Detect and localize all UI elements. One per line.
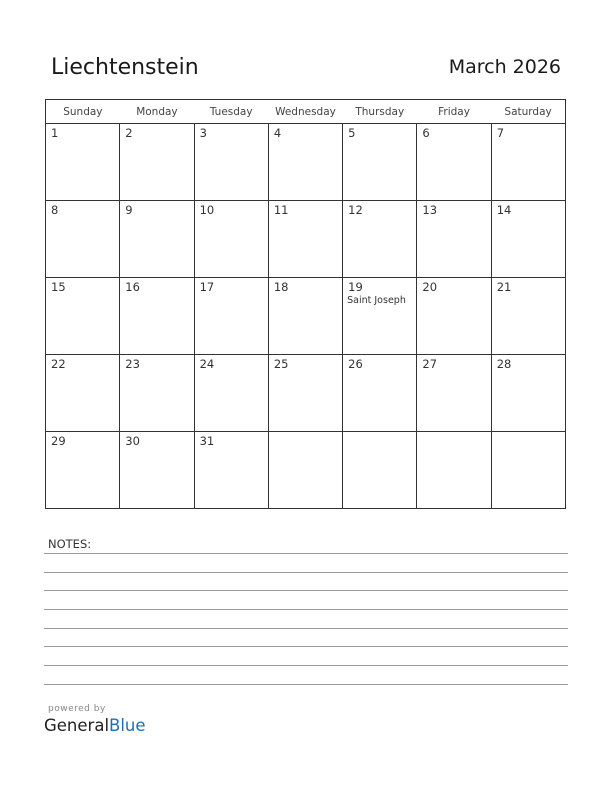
day-number: 28 bbox=[496, 357, 512, 371]
calendar-day-cell[interactable] bbox=[343, 278, 417, 355]
weekday-thursday: Thursday bbox=[343, 100, 417, 124]
calendar-day-cell[interactable] bbox=[343, 124, 417, 201]
month-year-title: March 2026 bbox=[448, 56, 561, 78]
calendar-day-cell[interactable] bbox=[491, 278, 565, 355]
day-number: 17 bbox=[199, 280, 215, 294]
calendar-day-cell[interactable] bbox=[491, 355, 565, 432]
calendar-day-cell[interactable] bbox=[194, 355, 268, 432]
calendar-day-cell[interactable] bbox=[343, 432, 417, 509]
calendar-day-cell[interactable] bbox=[194, 124, 268, 201]
calendar-day-cell[interactable] bbox=[343, 355, 417, 432]
calendar-week-row bbox=[46, 124, 566, 201]
day-number: 25 bbox=[273, 357, 289, 371]
calendar-day-cell[interactable] bbox=[46, 124, 120, 201]
notes-line bbox=[44, 590, 568, 591]
calendar-day-cell[interactable] bbox=[417, 124, 491, 201]
day-number: 18 bbox=[273, 280, 289, 294]
day-number: 31 bbox=[199, 434, 215, 448]
calendar-day-cell[interactable] bbox=[46, 201, 120, 278]
calendar-day-cell[interactable] bbox=[120, 278, 194, 355]
calendar-body bbox=[46, 124, 566, 509]
calendar-day-cell[interactable] bbox=[120, 432, 194, 509]
brand-general: General bbox=[44, 716, 110, 735]
calendar-day-cell[interactable] bbox=[46, 355, 120, 432]
calendar-day-cell[interactable] bbox=[491, 201, 565, 278]
day-number: 13 bbox=[422, 203, 438, 217]
calendar-day-cell[interactable] bbox=[268, 278, 342, 355]
brand-logo[interactable] bbox=[44, 716, 146, 735]
day-number: 26 bbox=[348, 357, 363, 371]
day-number: 29 bbox=[51, 434, 66, 448]
weekday-saturday: Saturday bbox=[491, 100, 565, 124]
calendar-day-cell[interactable] bbox=[268, 201, 342, 278]
calendar-day-cell[interactable] bbox=[194, 201, 268, 278]
calendar-day-cell[interactable] bbox=[491, 432, 565, 509]
powered-by-text: powered by bbox=[48, 704, 106, 714]
calendar-day-cell[interactable] bbox=[120, 124, 194, 201]
notes-line bbox=[44, 572, 568, 573]
weekday-friday: Friday bbox=[417, 100, 491, 124]
weekday-sunday: Sunday bbox=[46, 100, 120, 124]
calendar-day-cell[interactable] bbox=[417, 355, 491, 432]
calendar-day-cell[interactable] bbox=[194, 278, 268, 355]
day-number: 7 bbox=[496, 126, 505, 140]
day-number: 14 bbox=[496, 203, 512, 217]
day-number: 8 bbox=[51, 203, 59, 217]
calendar-day-cell[interactable] bbox=[268, 355, 342, 432]
day-number: 23 bbox=[125, 357, 140, 371]
calendar-day-cell[interactable] bbox=[120, 355, 194, 432]
calendar-day-cell[interactable] bbox=[417, 201, 491, 278]
calendar-grid bbox=[45, 99, 566, 509]
weekday-header-row bbox=[46, 100, 566, 124]
calendar-week-row bbox=[46, 278, 566, 355]
brand-blue: Blue bbox=[109, 716, 146, 735]
notes-label: NOTES: bbox=[48, 537, 92, 551]
day-number: 30 bbox=[125, 434, 140, 448]
notes-line bbox=[44, 646, 568, 647]
day-number: 24 bbox=[199, 357, 215, 371]
notes-line bbox=[44, 553, 568, 554]
day-number: 19 bbox=[348, 280, 363, 294]
holiday-label: Saint Joseph bbox=[347, 295, 406, 306]
weekday-wednesday: Wednesday bbox=[268, 100, 342, 124]
calendar-day-cell[interactable] bbox=[268, 432, 342, 509]
day-number: 27 bbox=[422, 357, 438, 371]
notes-line bbox=[44, 609, 568, 610]
weekday-monday: Monday bbox=[120, 100, 194, 124]
day-number: 16 bbox=[125, 280, 140, 294]
calendar-day-cell[interactable] bbox=[491, 124, 565, 201]
calendar-day-cell[interactable] bbox=[46, 432, 120, 509]
notes-line bbox=[44, 628, 568, 629]
calendar-week-row bbox=[46, 355, 566, 432]
day-number: 4 bbox=[273, 126, 282, 140]
calendar-week-row bbox=[46, 201, 566, 278]
day-number: 15 bbox=[51, 280, 66, 294]
day-number: 2 bbox=[125, 126, 133, 140]
day-number: 21 bbox=[496, 280, 512, 294]
day-number: 20 bbox=[422, 280, 438, 294]
calendar-day-cell[interactable] bbox=[417, 278, 491, 355]
day-number: 9 bbox=[125, 203, 133, 217]
day-number: 22 bbox=[51, 357, 66, 371]
notes-line bbox=[44, 665, 568, 666]
day-number: 6 bbox=[422, 126, 430, 140]
day-number: 3 bbox=[199, 126, 207, 140]
calendar-day-cell[interactable] bbox=[46, 278, 120, 355]
calendar-day-cell[interactable] bbox=[268, 124, 342, 201]
day-number: 12 bbox=[348, 203, 363, 217]
calendar-day-cell[interactable] bbox=[194, 432, 268, 509]
calendar-day-cell[interactable] bbox=[417, 432, 491, 509]
day-number: 10 bbox=[199, 203, 215, 217]
calendar-week-row bbox=[46, 432, 566, 509]
country-title: Liechtenstein bbox=[51, 55, 199, 80]
day-number: 5 bbox=[348, 126, 356, 140]
day-number: 1 bbox=[51, 126, 59, 140]
calendar-day-cell[interactable] bbox=[120, 201, 194, 278]
day-number: 11 bbox=[273, 203, 289, 217]
notes-line bbox=[44, 684, 568, 685]
weekday-tuesday: Tuesday bbox=[194, 100, 268, 124]
calendar-day-cell[interactable] bbox=[343, 201, 417, 278]
